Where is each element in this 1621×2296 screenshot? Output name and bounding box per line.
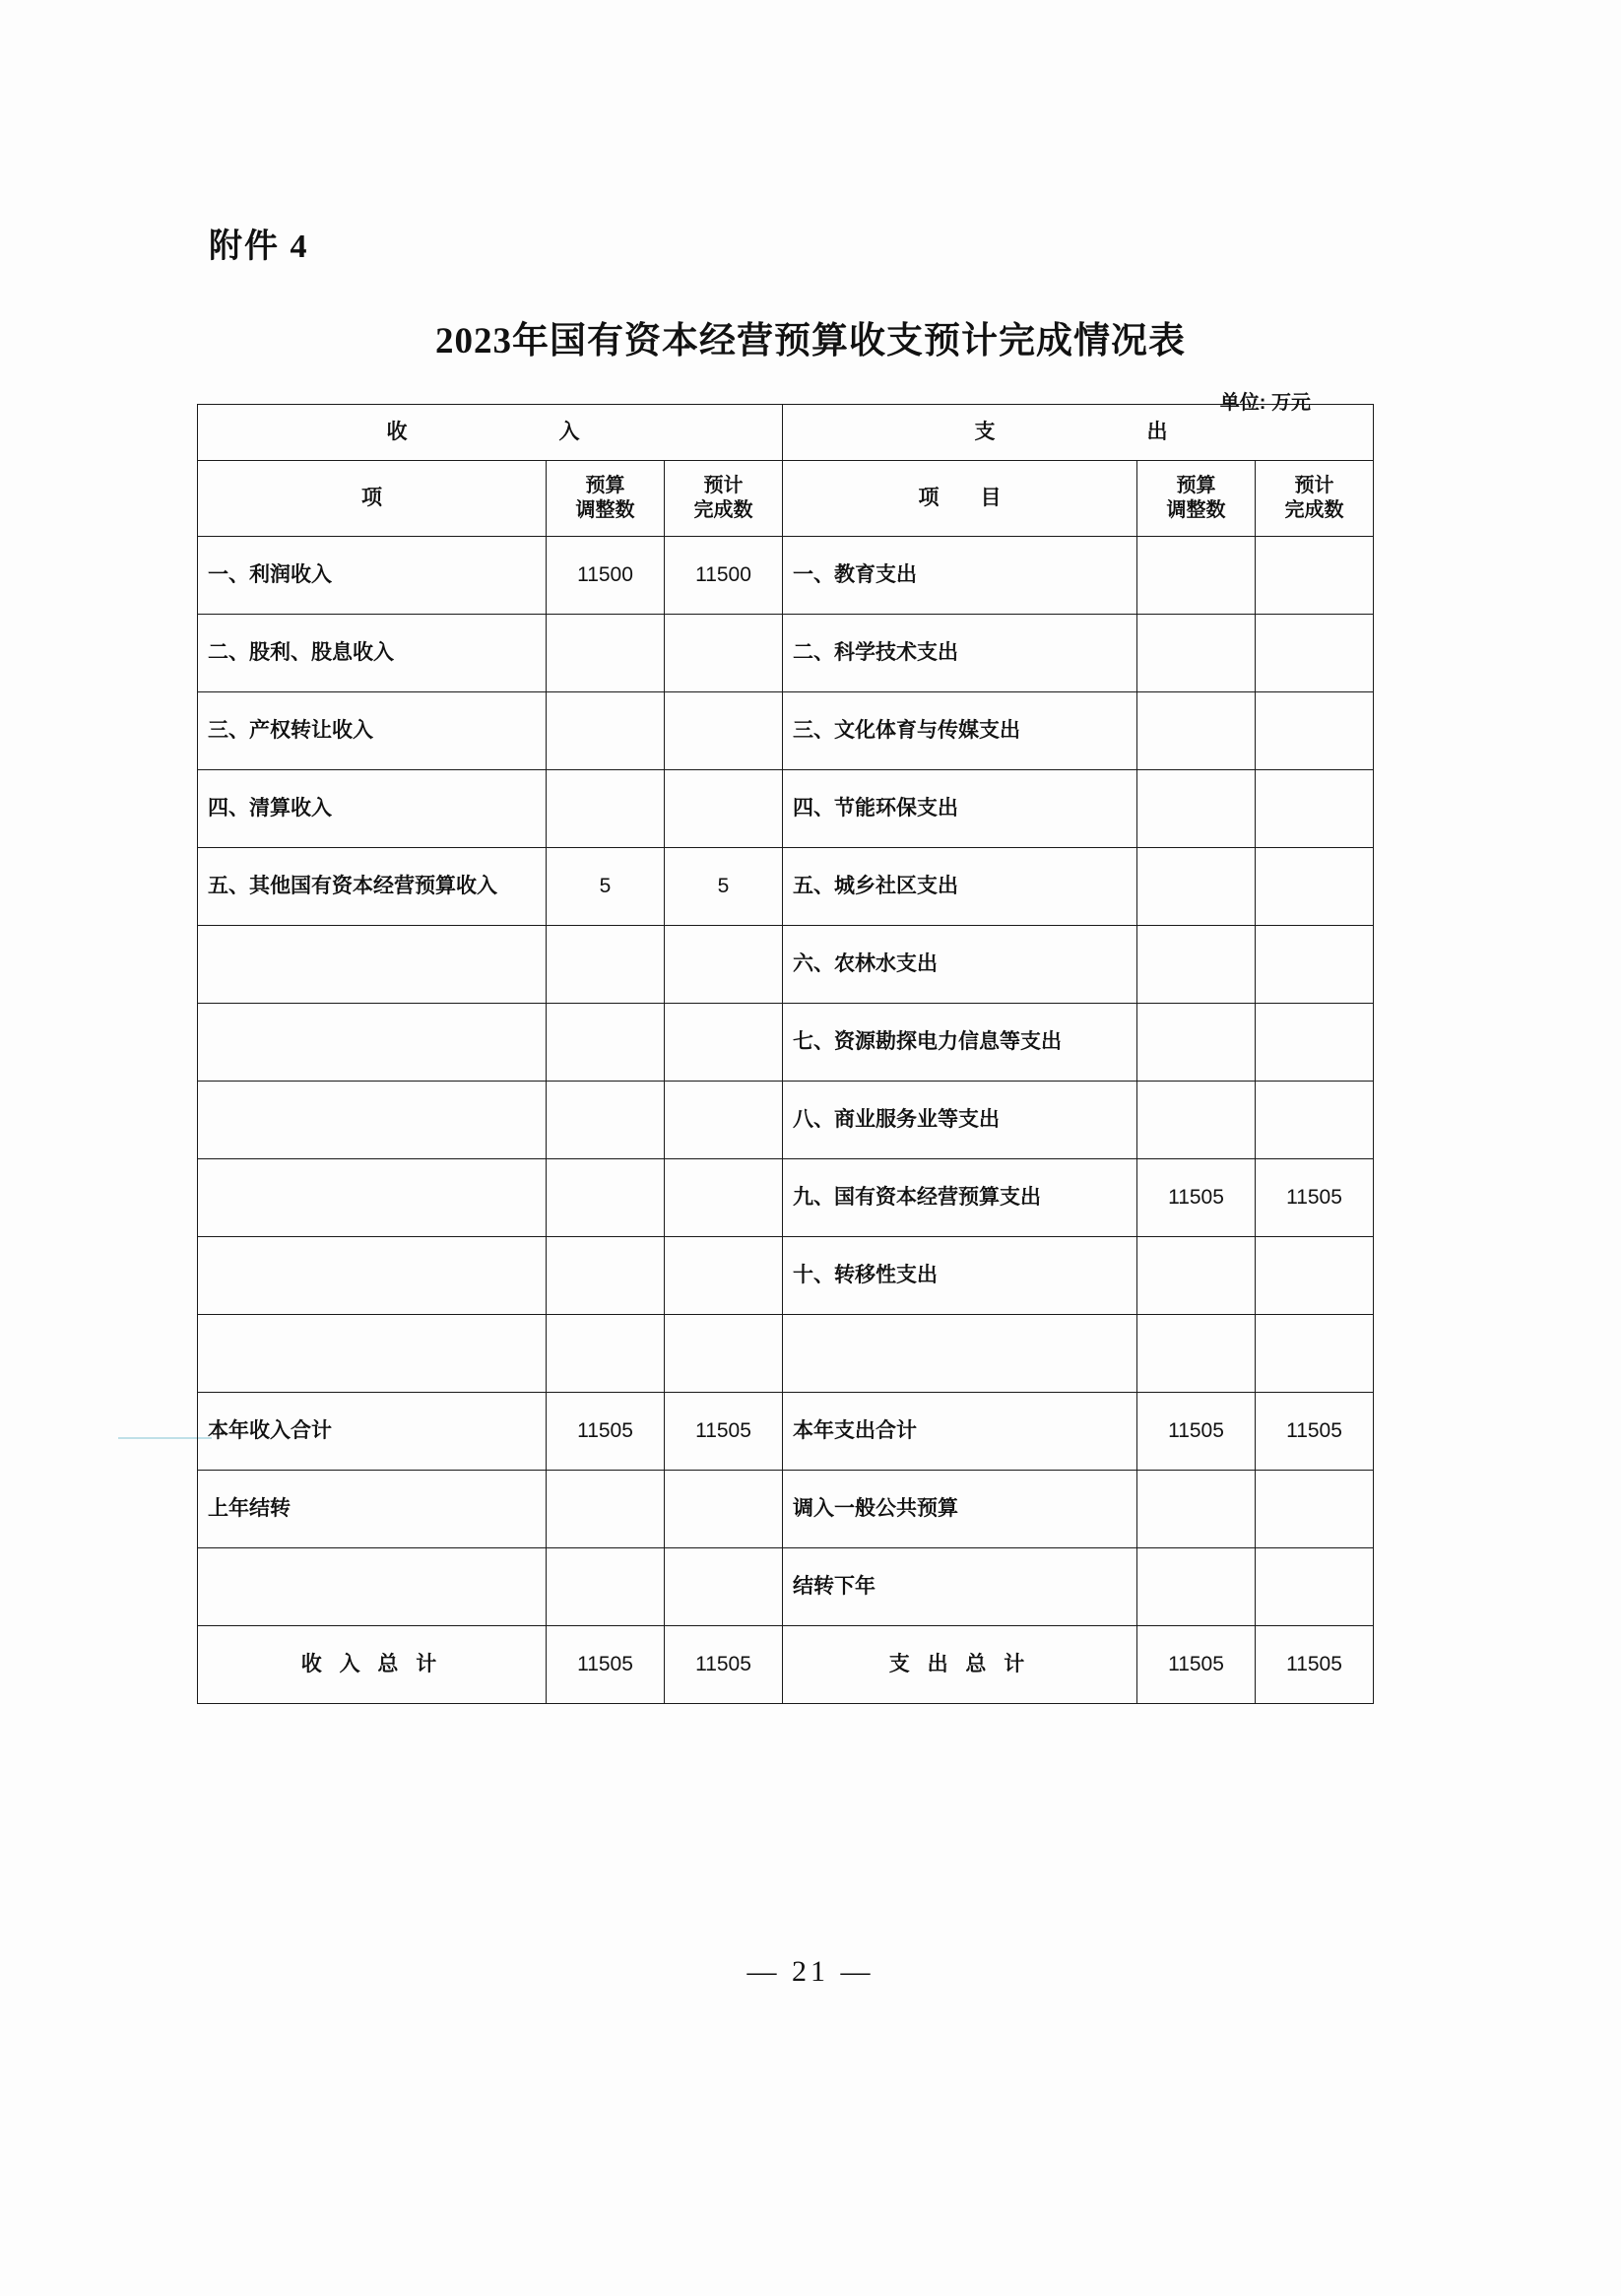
cell-expense-estimated <box>1256 770 1374 848</box>
cell-income-adjusted <box>547 1315 665 1393</box>
cell-income-item <box>198 1315 547 1393</box>
cell-expense-adjusted <box>1137 692 1256 770</box>
table-row <box>198 1315 1374 1393</box>
cell-income-adjusted <box>547 692 665 770</box>
cell-expense-estimated <box>1256 1237 1374 1315</box>
cell-income-estimated: 11500 <box>665 537 783 615</box>
cell-income-adjusted: 11500 <box>547 537 665 615</box>
cell-income-item <box>198 1548 547 1626</box>
column-header-income-item: 项 <box>198 461 547 537</box>
column-header-income-estimated-line1: 预计 <box>703 475 744 496</box>
table-row <box>198 692 1374 770</box>
cell-income-item <box>198 1004 547 1082</box>
table-row <box>198 615 1374 692</box>
attachment-label: 附件 4 <box>209 229 309 265</box>
cell-expense-adjusted: 11505 <box>1137 1626 1256 1704</box>
cell-income-estimated <box>665 1471 783 1548</box>
table-body <box>198 405 1374 1704</box>
cell-expense-estimated <box>1256 1315 1374 1393</box>
cell-expense-item: 支 出 总 计 <box>783 1626 1137 1704</box>
cell-income-estimated <box>665 692 783 770</box>
column-header-expense-estimated-line2: 完成数 <box>1284 499 1344 521</box>
table-row <box>198 1082 1374 1159</box>
cell-expense-item: 四、节能环保支出 <box>783 770 1137 848</box>
cell-income-item: 收 入 总 计 <box>198 1626 547 1704</box>
group-header-income: 收 入 <box>198 405 783 461</box>
cell-income-adjusted <box>547 1548 665 1626</box>
table-row <box>198 1159 1374 1237</box>
cell-expense-adjusted: 11505 <box>1137 1393 1256 1471</box>
cell-expense-item: 三、文化体育与传媒支出 <box>783 692 1137 770</box>
cell-income-estimated <box>665 1237 783 1315</box>
cell-income-estimated <box>665 1315 783 1393</box>
cell-expense-adjusted: 11505 <box>1137 1159 1256 1237</box>
table-row <box>198 1393 1374 1471</box>
page-number: — 21 — <box>746 1955 875 1988</box>
cell-income-estimated <box>665 926 783 1004</box>
cell-expense-estimated: 11505 <box>1256 1159 1374 1237</box>
cell-expense-item: 八、商业服务业等支出 <box>783 1082 1137 1159</box>
cell-income-item: 一、利润收入 <box>198 537 547 615</box>
table-row <box>198 537 1374 615</box>
cell-income-estimated: 11505 <box>665 1626 783 1704</box>
cell-expense-adjusted <box>1137 770 1256 848</box>
cell-expense-adjusted <box>1137 926 1256 1004</box>
cell-expense-item: 一、教育支出 <box>783 537 1137 615</box>
cell-income-estimated <box>665 1159 783 1237</box>
cell-expense-adjusted <box>1137 1548 1256 1626</box>
cell-expense-estimated <box>1256 1471 1374 1548</box>
cell-expense-estimated <box>1256 926 1374 1004</box>
cell-expense-item: 七、资源勘探电力信息等支出 <box>783 1004 1137 1082</box>
cell-income-adjusted <box>547 926 665 1004</box>
cell-income-estimated <box>665 615 783 692</box>
cell-expense-estimated <box>1256 692 1374 770</box>
column-header-expense-estimated <box>1256 461 1374 537</box>
cell-income-adjusted: 5 <box>547 848 665 926</box>
cell-expense-item: 结转下年 <box>783 1548 1137 1626</box>
cell-expense-adjusted <box>1137 615 1256 692</box>
cell-income-item: 本年收入合计 <box>198 1393 547 1471</box>
cell-income-adjusted: 11505 <box>547 1626 665 1704</box>
cell-expense-estimated <box>1256 537 1374 615</box>
cell-expense-item: 调入一般公共预算 <box>783 1471 1137 1548</box>
budget-table <box>197 404 1374 1704</box>
cell-income-item: 上年结转 <box>198 1471 547 1548</box>
table-row <box>198 1237 1374 1315</box>
cell-income-estimated: 5 <box>665 848 783 926</box>
cell-income-item <box>198 1082 547 1159</box>
column-header-expense-item: 项 目 <box>783 461 1137 537</box>
cell-income-adjusted <box>547 1004 665 1082</box>
cell-expense-adjusted <box>1137 848 1256 926</box>
cell-expense-item: 九、国有资本经营预算支出 <box>783 1159 1137 1237</box>
cell-expense-estimated <box>1256 848 1374 926</box>
cell-income-estimated: 11505 <box>665 1393 783 1471</box>
cell-income-item <box>198 1159 547 1237</box>
cell-expense-item <box>783 1315 1137 1393</box>
column-header-income-adjusted-line1: 预算 <box>585 475 625 496</box>
cell-expense-estimated: 11505 <box>1256 1626 1374 1704</box>
cell-expense-adjusted <box>1137 1237 1256 1315</box>
cell-income-estimated <box>665 1548 783 1626</box>
cell-expense-estimated <box>1256 1004 1374 1082</box>
cell-income-item <box>198 1237 547 1315</box>
cell-expense-adjusted <box>1137 1471 1256 1548</box>
cell-expense-item: 五、城乡社区支出 <box>783 848 1137 926</box>
cell-income-estimated <box>665 1082 783 1159</box>
cell-expense-item: 二、科学技术支出 <box>783 615 1137 692</box>
cell-income-estimated <box>665 770 783 848</box>
cell-income-adjusted <box>547 1471 665 1548</box>
table-row <box>198 848 1374 926</box>
cell-expense-adjusted <box>1137 1315 1256 1393</box>
unit-note: 单位: 万元 <box>1219 392 1311 414</box>
group-header-expense: 支 出 <box>783 405 1374 461</box>
column-header-row <box>198 461 1374 537</box>
cell-income-item: 二、股利、股息收入 <box>198 615 547 692</box>
cell-income-item: 四、清算收入 <box>198 770 547 848</box>
cell-income-estimated <box>665 1004 783 1082</box>
cell-expense-adjusted <box>1137 1082 1256 1159</box>
column-header-expense-estimated-line1: 预计 <box>1294 475 1334 496</box>
table-row <box>198 1471 1374 1548</box>
cell-income-adjusted <box>547 1237 665 1315</box>
cell-expense-estimated <box>1256 615 1374 692</box>
cell-expense-estimated: 11505 <box>1256 1393 1374 1471</box>
cell-income-adjusted <box>547 1159 665 1237</box>
cell-expense-item: 十、转移性支出 <box>783 1237 1137 1315</box>
cell-expense-estimated <box>1256 1548 1374 1626</box>
column-header-expense-adjusted-line1: 预算 <box>1176 475 1216 496</box>
cell-income-adjusted: 11505 <box>547 1393 665 1471</box>
table-row <box>198 1004 1374 1082</box>
cell-income-item <box>198 926 547 1004</box>
cell-income-adjusted <box>547 1082 665 1159</box>
column-header-expense-adjusted-line2: 调整数 <box>1166 499 1226 521</box>
column-header-income-adjusted <box>547 461 665 537</box>
column-header-income-estimated <box>665 461 783 537</box>
page-title: 2023年国有资本经营预算收支预计完成情况表 <box>435 321 1186 361</box>
column-header-expense-adjusted <box>1137 461 1256 537</box>
cell-income-adjusted <box>547 770 665 848</box>
table-row <box>198 770 1374 848</box>
cell-income-item: 五、其他国有资本经营预算收入 <box>198 848 547 926</box>
group-header-row <box>198 405 1374 461</box>
cell-expense-adjusted <box>1137 537 1256 615</box>
column-header-income-estimated-line2: 完成数 <box>693 499 753 521</box>
table-row <box>198 926 1374 1004</box>
cell-expense-item: 本年支出合计 <box>783 1393 1137 1471</box>
cell-expense-item: 六、农林水支出 <box>783 926 1137 1004</box>
table-row <box>198 1548 1374 1626</box>
table-row <box>198 1626 1374 1704</box>
cell-income-item: 三、产权转让收入 <box>198 692 547 770</box>
column-header-income-adjusted-line2: 调整数 <box>575 499 635 521</box>
cell-expense-estimated <box>1256 1082 1374 1159</box>
cell-expense-adjusted <box>1137 1004 1256 1082</box>
cell-income-adjusted <box>547 615 665 692</box>
